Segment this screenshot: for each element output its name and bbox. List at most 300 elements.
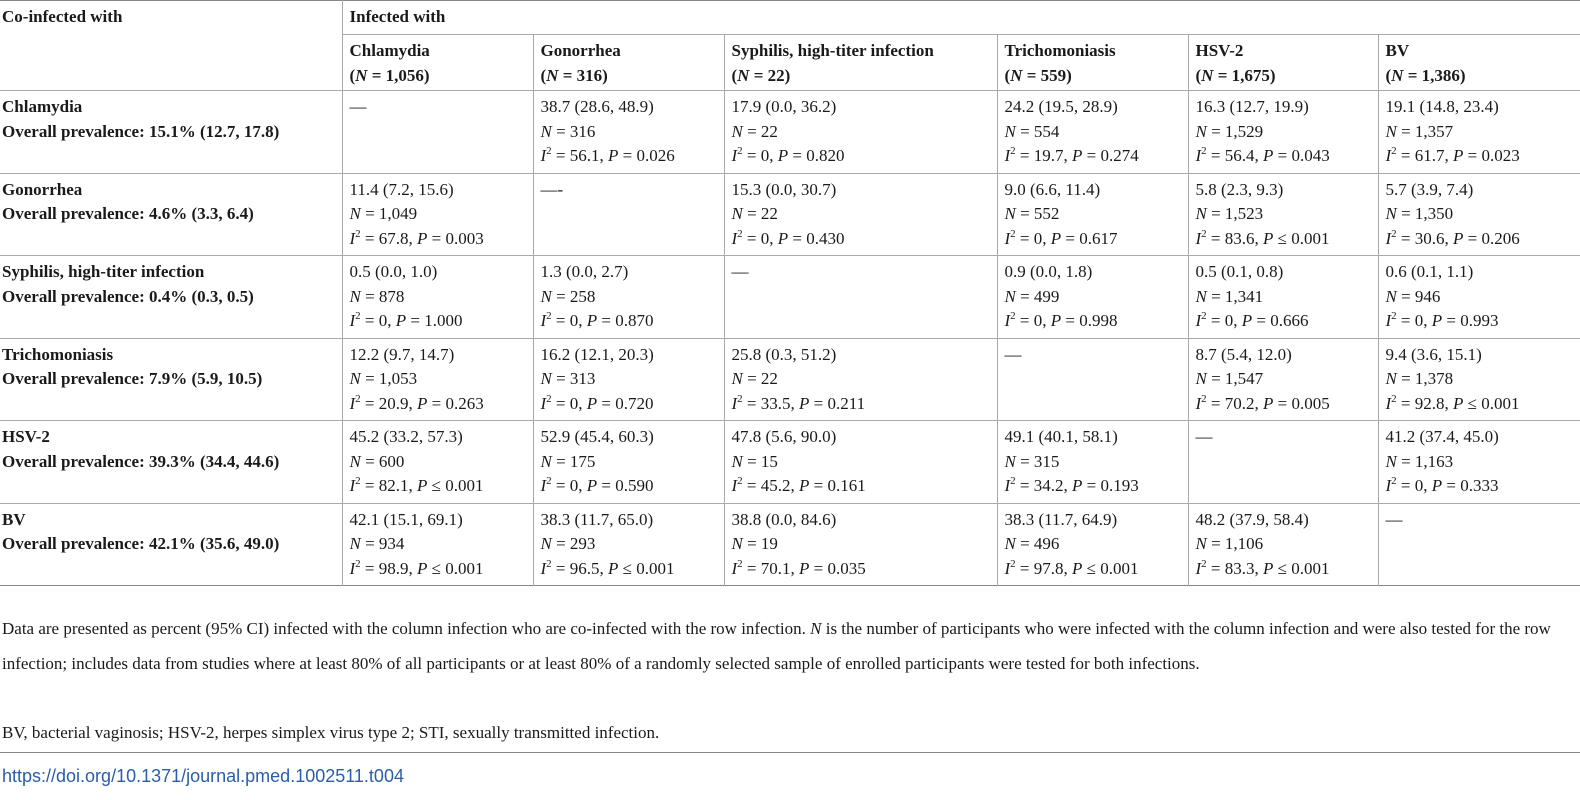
column-header-n: (N = 1,386) bbox=[1385, 65, 1466, 85]
cell-heterogeneity: $I^2 = 92.8$, P ≤ 0.001 bbox=[1385, 392, 1520, 413]
n-symbol: N bbox=[540, 369, 552, 389]
cell-n: N = 313 bbox=[540, 369, 596, 389]
cell-estimate: 5.7 (3.9, 7.4) bbox=[1385, 179, 1474, 199]
cell-n: N = 878 bbox=[349, 286, 405, 306]
row-header-prevalence: Overall prevalence: 39.3% (34.4, 44.6) bbox=[2, 451, 280, 471]
cell-estimate: 11.4 (7.2, 15.6) bbox=[349, 179, 454, 199]
cell-estimate: 38.3 (11.7, 64.9) bbox=[1004, 509, 1118, 529]
table-cell bbox=[533, 421, 724, 504]
cell-heterogeneity: $I^2 = 19.7$, P = 0.274 bbox=[1004, 145, 1139, 166]
empty-cell-dash: — bbox=[1195, 427, 1213, 446]
cell-estimate: 1.3 (0.0, 2.7) bbox=[540, 262, 629, 281]
column-header-n: (N = 1,675) bbox=[1195, 65, 1276, 85]
p-symbol: P bbox=[417, 558, 428, 578]
table-cell bbox=[342, 503, 533, 586]
p-symbol: P bbox=[799, 393, 810, 413]
table-cell bbox=[1188, 256, 1378, 339]
n-symbol: N bbox=[737, 65, 750, 85]
n-symbol: N bbox=[1195, 534, 1207, 554]
footnote-1-part-b: is the number of participants who were infected with the column infection and were also tested for the row infection; includes data from studies where at least 80% of all participants or at least 80% of a randomly selected sample of enrolled participants were tested for both infections. bbox=[2, 619, 1551, 673]
cell-estimate: 42.1 (15.1, 69.1) bbox=[349, 509, 463, 529]
superscript-2: 2 bbox=[1391, 310, 1397, 323]
superscript-2: 2 bbox=[1010, 557, 1016, 570]
table-cell bbox=[1188, 173, 1378, 256]
i-symbol: I bbox=[1195, 228, 1202, 248]
cell-heterogeneity: $I^2 = 61.7$, P = 0.023 bbox=[1385, 145, 1520, 166]
row-header-name: Trichomoniasis bbox=[2, 344, 114, 364]
p-symbol: P bbox=[586, 393, 598, 413]
doi-link[interactable]: https://doi.org/10.1371/journal.pmed.1002511.t004 bbox=[2, 766, 404, 786]
p-symbol: P bbox=[777, 228, 789, 248]
superscript-2: 2 bbox=[355, 227, 361, 240]
row-header bbox=[0, 256, 342, 339]
p-symbol: P bbox=[1072, 558, 1083, 578]
n-symbol: N bbox=[1004, 121, 1016, 141]
empty-cell-dash: — bbox=[1004, 344, 1022, 364]
group-header: Infected with bbox=[342, 1, 1580, 35]
table-cell bbox=[1378, 91, 1580, 174]
table-row bbox=[0, 173, 1580, 256]
cell-estimate: 19.1 (14.8, 23.4) bbox=[1385, 97, 1499, 116]
p-symbol: P bbox=[417, 228, 428, 248]
n-symbol: N bbox=[349, 286, 361, 306]
row-header-prevalence: Overall prevalence: 0.4% (0.3, 0.5) bbox=[2, 286, 254, 306]
table-cell bbox=[1188, 91, 1378, 174]
n-symbol: N bbox=[731, 534, 743, 554]
i-symbol: I bbox=[349, 311, 356, 331]
p-symbol: P bbox=[608, 146, 619, 166]
i-symbol: I bbox=[349, 558, 356, 578]
cell-estimate: 38.8 (0.0, 84.6) bbox=[731, 509, 837, 529]
p-symbol: P bbox=[1050, 228, 1062, 248]
n-symbol: N bbox=[540, 286, 552, 306]
table-cell bbox=[1378, 503, 1580, 586]
p-symbol: P bbox=[1263, 393, 1274, 413]
table-cell bbox=[724, 256, 997, 339]
footnote-data-description bbox=[2, 612, 1562, 681]
column-header bbox=[997, 35, 1188, 91]
i-symbol: I bbox=[731, 146, 738, 166]
row-header-prevalence: Overall prevalence: 7.9% (5.9, 10.5) bbox=[2, 369, 263, 389]
i-symbol: I bbox=[1004, 476, 1011, 496]
i-symbol: I bbox=[349, 476, 356, 496]
table-cell bbox=[342, 421, 533, 504]
n-symbol: N bbox=[1004, 204, 1016, 224]
i-symbol: I bbox=[1385, 311, 1392, 331]
cell-estimate: 47.8 (5.6, 90.0) bbox=[731, 427, 837, 446]
footnote-1-n-symbol: N bbox=[810, 619, 822, 638]
i-symbol: I bbox=[349, 393, 356, 413]
row-header-name: Chlamydia bbox=[2, 97, 83, 116]
i-symbol: I bbox=[1004, 558, 1011, 578]
i-symbol: I bbox=[1195, 311, 1202, 331]
row-header-name: BV bbox=[2, 509, 26, 529]
cell-n: N = 1,378 bbox=[1385, 369, 1454, 389]
n-symbol: N bbox=[1010, 65, 1023, 85]
column-header bbox=[1378, 35, 1580, 91]
cell-estimate: 0.5 (0.0, 1.0) bbox=[349, 262, 438, 281]
cell-estimate: 48.2 (37.9, 58.4) bbox=[1195, 509, 1309, 529]
superscript-2: 2 bbox=[546, 557, 552, 570]
p-symbol: P bbox=[1263, 146, 1274, 166]
i-symbol: I bbox=[1004, 311, 1011, 331]
n-symbol: N bbox=[349, 534, 361, 554]
cell-n: N = 600 bbox=[349, 451, 405, 471]
cell-estimate: 8.7 (5.4, 12.0) bbox=[1195, 344, 1292, 364]
superscript-2: 2 bbox=[1201, 145, 1207, 158]
n-symbol: N bbox=[1004, 286, 1016, 306]
n-symbol: N bbox=[1201, 65, 1214, 85]
cell-estimate: 9.0 (6.6, 11.4) bbox=[1004, 179, 1101, 199]
table-cell bbox=[1188, 338, 1378, 421]
superscript-2: 2 bbox=[546, 145, 552, 158]
footnote-1-part-a: Data are presented as percent (95% CI) infected with the column infection who are co-infected with the row infection. bbox=[2, 619, 811, 638]
row-header bbox=[0, 173, 342, 256]
table-cell bbox=[1188, 421, 1378, 504]
cell-n: N = 946 bbox=[1385, 286, 1441, 306]
cell-n: N = 1,053 bbox=[349, 369, 418, 389]
superscript-2: 2 bbox=[1391, 145, 1397, 158]
i-symbol: I bbox=[1195, 558, 1202, 578]
n-symbol: N bbox=[355, 65, 368, 85]
cell-heterogeneity: $I^2 = 0$, P = 0.720 bbox=[540, 392, 654, 413]
cell-n: N = 1,529 bbox=[1195, 121, 1264, 141]
p-symbol: P bbox=[1072, 476, 1083, 496]
cell-heterogeneity: $I^2 = 82.1$, P ≤ 0.001 bbox=[349, 475, 484, 496]
table-cell bbox=[533, 503, 724, 586]
table-cell bbox=[1378, 338, 1580, 421]
i-symbol: I bbox=[1385, 476, 1392, 496]
table-cell bbox=[533, 338, 724, 421]
cell-heterogeneity: $I^2 = 70.2$, P = 0.005 bbox=[1195, 392, 1330, 413]
row-header bbox=[0, 338, 342, 421]
superscript-2: 2 bbox=[1201, 392, 1207, 405]
p-symbol: P bbox=[586, 476, 598, 496]
table-cell bbox=[724, 173, 997, 256]
n-symbol: N bbox=[349, 369, 361, 389]
cell-n: N = 19 bbox=[731, 534, 778, 554]
cell-heterogeneity: $I^2 = 0$, P = 0.998 bbox=[1004, 310, 1118, 331]
p-symbol: P bbox=[1453, 228, 1464, 248]
superscript-2: 2 bbox=[355, 392, 361, 405]
table-cell bbox=[997, 338, 1188, 421]
superscript-2: 2 bbox=[355, 310, 361, 323]
cell-heterogeneity: $I^2 = 0$, P = 0.430 bbox=[731, 227, 845, 248]
cell-heterogeneity: $I^2 = 20.9$, P = 0.263 bbox=[349, 392, 484, 413]
n-symbol: N bbox=[1385, 369, 1397, 389]
cell-n: N = 552 bbox=[1004, 204, 1060, 224]
cell-n: N = 22 bbox=[731, 121, 778, 141]
cell-n: N = 554 bbox=[1004, 121, 1060, 141]
cell-n: N = 1,163 bbox=[1385, 451, 1454, 471]
i-symbol: I bbox=[1195, 393, 1202, 413]
cell-n: N = 1,523 bbox=[1195, 204, 1264, 224]
row-header-name: HSV-2 bbox=[2, 427, 50, 446]
empty-cell-dash: — bbox=[731, 262, 749, 281]
table-cell bbox=[724, 91, 997, 174]
i-symbol: I bbox=[1385, 228, 1392, 248]
i-symbol: I bbox=[540, 558, 547, 578]
cell-n: N = 1,106 bbox=[1195, 534, 1264, 554]
cell-n: N = 934 bbox=[349, 534, 405, 554]
cell-estimate: 15.3 (0.0, 30.7) bbox=[731, 179, 837, 199]
cell-heterogeneity: $I^2 = 83.6$, P ≤ 0.001 bbox=[1195, 227, 1330, 248]
n-symbol: N bbox=[1195, 121, 1207, 141]
table-cell bbox=[342, 91, 533, 174]
i-symbol: I bbox=[1195, 146, 1202, 166]
cell-n: N = 1,350 bbox=[1385, 204, 1454, 224]
cell-estimate: 41.2 (37.4, 45.0) bbox=[1385, 427, 1499, 446]
superscript-2: 2 bbox=[355, 475, 361, 488]
superscript-2: 2 bbox=[1010, 227, 1016, 240]
p-symbol: P bbox=[799, 476, 810, 496]
table-row bbox=[0, 91, 1580, 174]
table-cell bbox=[724, 421, 997, 504]
p-symbol: P bbox=[799, 558, 810, 578]
table-cell bbox=[1378, 256, 1580, 339]
cell-n: N = 315 bbox=[1004, 451, 1060, 471]
table-cell bbox=[1378, 173, 1580, 256]
p-symbol: P bbox=[1241, 311, 1253, 331]
empty-cell-dash: —- bbox=[540, 179, 564, 199]
superscript-2: 2 bbox=[737, 227, 743, 240]
cell-n: N = 496 bbox=[1004, 534, 1060, 554]
row-header-name: Gonorrhea bbox=[2, 179, 83, 199]
i-symbol: I bbox=[540, 146, 547, 166]
n-symbol: N bbox=[731, 451, 743, 471]
n-symbol: N bbox=[349, 451, 361, 471]
cell-heterogeneity: $I^2 = 33.5$, P = 0.211 bbox=[731, 392, 866, 413]
n-symbol: N bbox=[349, 204, 361, 224]
column-header-n: (N = 22) bbox=[731, 65, 791, 85]
table-row bbox=[0, 256, 1580, 339]
cell-n: N = 293 bbox=[540, 534, 596, 554]
cell-heterogeneity: $I^2 = 0$, P = 0.590 bbox=[540, 475, 654, 496]
cell-estimate: 49.1 (40.1, 58.1) bbox=[1004, 427, 1118, 446]
cell-heterogeneity: $I^2 = 97.8$, P ≤ 0.001 bbox=[1004, 557, 1139, 578]
i-symbol: I bbox=[540, 476, 547, 496]
n-symbol: N bbox=[1385, 451, 1397, 471]
table-cell bbox=[533, 91, 724, 174]
table-row bbox=[0, 503, 1580, 586]
cell-estimate: 16.3 (12.7, 19.9) bbox=[1195, 97, 1309, 116]
n-symbol: N bbox=[540, 451, 552, 471]
superscript-2: 2 bbox=[737, 557, 743, 570]
i-symbol: I bbox=[731, 228, 738, 248]
p-symbol: P bbox=[1453, 393, 1464, 413]
column-header-name: Chlamydia bbox=[349, 41, 430, 60]
i-symbol: I bbox=[731, 393, 738, 413]
superscript-2: 2 bbox=[355, 557, 361, 570]
cell-estimate: 9.4 (3.6, 15.1) bbox=[1385, 344, 1482, 364]
p-symbol: P bbox=[1453, 146, 1464, 166]
p-symbol: P bbox=[1072, 146, 1083, 166]
superscript-2: 2 bbox=[1010, 475, 1016, 488]
column-header bbox=[342, 35, 533, 91]
cell-estimate: 25.8 (0.3, 51.2) bbox=[731, 344, 837, 364]
cell-heterogeneity: $I^2 = 0$, P = 1.000 bbox=[349, 310, 463, 331]
cell-estimate: 45.2 (33.2, 57.3) bbox=[349, 427, 463, 446]
table-cell bbox=[997, 256, 1188, 339]
p-symbol: P bbox=[586, 311, 598, 331]
p-symbol: P bbox=[395, 311, 407, 331]
cell-estimate: 12.2 (9.7, 14.7) bbox=[349, 344, 455, 364]
superscript-2: 2 bbox=[1391, 392, 1397, 405]
empty-cell-dash: — bbox=[349, 97, 367, 116]
n-symbol: N bbox=[540, 121, 552, 141]
table-cell bbox=[997, 91, 1188, 174]
column-header bbox=[533, 35, 724, 91]
row-header-name: Syphilis, high-titer infection bbox=[2, 262, 205, 281]
superscript-2: 2 bbox=[1391, 475, 1397, 488]
superscript-2: 2 bbox=[737, 392, 743, 405]
p-symbol: P bbox=[608, 558, 619, 578]
n-symbol: N bbox=[1391, 65, 1404, 85]
cell-n: N = 499 bbox=[1004, 286, 1060, 306]
footer-divider bbox=[0, 752, 1580, 753]
table-cell bbox=[342, 338, 533, 421]
table-cell bbox=[342, 256, 533, 339]
column-header-n: (N = 1,056) bbox=[349, 65, 430, 85]
row-header-prevalence: Overall prevalence: 4.6% (3.3, 6.4) bbox=[2, 204, 254, 224]
cell-n: N = 1,341 bbox=[1195, 286, 1264, 306]
p-symbol: P bbox=[417, 393, 428, 413]
table-cell bbox=[724, 503, 997, 586]
row-header bbox=[0, 503, 342, 586]
n-symbol: N bbox=[1385, 204, 1397, 224]
cell-estimate: 52.9 (45.4, 60.3) bbox=[540, 427, 654, 446]
superscript-2: 2 bbox=[546, 475, 552, 488]
i-symbol: I bbox=[1004, 228, 1011, 248]
cell-estimate: 24.2 (19.5, 28.9) bbox=[1004, 97, 1118, 116]
superscript-2: 2 bbox=[1201, 310, 1207, 323]
i-symbol: I bbox=[731, 558, 738, 578]
table-cell bbox=[724, 338, 997, 421]
cell-n: N = 22 bbox=[731, 204, 778, 224]
i-symbol: I bbox=[540, 393, 547, 413]
n-symbol: N bbox=[1385, 286, 1397, 306]
n-symbol: N bbox=[1195, 204, 1207, 224]
cell-n: N = 175 bbox=[540, 451, 596, 471]
cell-heterogeneity: $I^2 = 30.6$, P = 0.206 bbox=[1385, 227, 1520, 248]
p-symbol: P bbox=[1263, 228, 1274, 248]
n-symbol: N bbox=[731, 204, 743, 224]
p-symbol: P bbox=[1431, 311, 1443, 331]
cell-n: N = 22 bbox=[731, 369, 778, 389]
column-header-name: Trichomoniasis bbox=[1004, 41, 1116, 60]
n-symbol: N bbox=[1004, 451, 1016, 471]
cell-heterogeneity: $I^2 = 0$, P = 0.333 bbox=[1385, 475, 1499, 496]
column-header bbox=[1188, 35, 1378, 91]
cell-n: N = 316 bbox=[540, 121, 596, 141]
cell-estimate: 0.6 (0.1, 1.1) bbox=[1385, 262, 1474, 281]
table-cell bbox=[533, 173, 724, 256]
superscript-2: 2 bbox=[1010, 145, 1016, 158]
n-symbol: N bbox=[1385, 121, 1397, 141]
cell-estimate: 38.7 (28.6, 48.9) bbox=[540, 97, 654, 116]
table-cell bbox=[1188, 503, 1378, 586]
n-symbol: N bbox=[546, 65, 559, 85]
n-symbol: N bbox=[731, 121, 743, 141]
superscript-2: 2 bbox=[1391, 227, 1397, 240]
p-symbol: P bbox=[1431, 476, 1443, 496]
corner-header: Co-infected with bbox=[2, 7, 123, 26]
cell-heterogeneity: $I^2 = 45.2$, P = 0.161 bbox=[731, 475, 866, 496]
cell-n: N = 1,547 bbox=[1195, 369, 1264, 389]
cell-heterogeneity: $I^2 = 67.8$, P = 0.003 bbox=[349, 227, 484, 248]
superscript-2: 2 bbox=[546, 392, 552, 405]
i-symbol: I bbox=[1385, 393, 1392, 413]
i-symbol: I bbox=[1004, 146, 1011, 166]
cell-estimate: 16.2 (12.1, 20.3) bbox=[540, 344, 654, 364]
i-symbol: I bbox=[731, 476, 738, 496]
column-header-name: HSV-2 bbox=[1195, 41, 1244, 60]
cell-n: N = 1,049 bbox=[349, 204, 418, 224]
n-symbol: N bbox=[1004, 534, 1016, 554]
p-symbol: P bbox=[417, 476, 428, 496]
table-cell bbox=[997, 503, 1188, 586]
column-header-n: (N = 316) bbox=[540, 65, 608, 85]
superscript-2: 2 bbox=[1201, 557, 1207, 570]
table-cell bbox=[997, 173, 1188, 256]
table-cell bbox=[342, 173, 533, 256]
superscript-2: 2 bbox=[1010, 310, 1016, 323]
cell-heterogeneity: $I^2 = 0$, P = 0.666 bbox=[1195, 310, 1309, 331]
cell-estimate: 0.9 (0.0, 1.8) bbox=[1004, 262, 1093, 281]
cell-heterogeneity: $I^2 = 56.4$, P = 0.043 bbox=[1195, 145, 1330, 166]
cell-heterogeneity: $I^2 = 0$, P = 0.820 bbox=[731, 145, 845, 166]
n-symbol: N bbox=[1195, 286, 1207, 306]
cell-heterogeneity: $I^2 = 96.5$, P ≤ 0.001 bbox=[540, 557, 675, 578]
table-row bbox=[0, 338, 1580, 421]
p-symbol: P bbox=[777, 146, 789, 166]
table-cell bbox=[1378, 421, 1580, 504]
cell-estimate: 0.5 (0.1, 0.8) bbox=[1195, 262, 1284, 281]
column-header-n: (N = 559) bbox=[1004, 65, 1072, 85]
cell-heterogeneity: $I^2 = 0$, P = 0.993 bbox=[1385, 310, 1499, 331]
cell-n: N = 1,357 bbox=[1385, 121, 1454, 141]
table-row bbox=[0, 421, 1580, 504]
column-header-name: Gonorrhea bbox=[540, 41, 621, 60]
cell-estimate: 17.9 (0.0, 36.2) bbox=[731, 97, 837, 116]
cell-n: N = 15 bbox=[731, 451, 778, 471]
row-header bbox=[0, 421, 342, 504]
cell-n: N = 258 bbox=[540, 286, 596, 306]
i-symbol: I bbox=[1385, 146, 1392, 166]
cell-heterogeneity: $I^2 = 0$, P = 0.870 bbox=[540, 310, 654, 331]
p-symbol: P bbox=[1263, 558, 1274, 578]
column-header bbox=[724, 35, 997, 91]
column-header-name: Syphilis, high-titer infection bbox=[731, 41, 934, 60]
superscript-2: 2 bbox=[737, 475, 743, 488]
superscript-2: 2 bbox=[546, 310, 552, 323]
table-cell bbox=[997, 421, 1188, 504]
n-symbol: N bbox=[1195, 369, 1207, 389]
cell-heterogeneity: $I^2 = 70.1$, P = 0.035 bbox=[731, 557, 866, 578]
cell-heterogeneity: $I^2 = 83.3$, P ≤ 0.001 bbox=[1195, 557, 1330, 578]
p-symbol: P bbox=[1050, 311, 1062, 331]
footnote-abbreviations: BV, bacterial vaginosis; HSV-2, herpes simplex virus type 2; STI, sexually transmitted infection. bbox=[2, 723, 660, 742]
table-cell bbox=[533, 256, 724, 339]
cell-heterogeneity: $I^2 = 98.9$, P ≤ 0.001 bbox=[349, 557, 484, 578]
cell-heterogeneity: $I^2 = 56.1$, P = 0.026 bbox=[540, 145, 675, 166]
cell-heterogeneity: $I^2 = 34.2$, P = 0.193 bbox=[1004, 475, 1139, 496]
cell-estimate: 5.8 (2.3, 9.3) bbox=[1195, 179, 1284, 199]
i-symbol: I bbox=[540, 311, 547, 331]
superscript-2: 2 bbox=[737, 145, 743, 158]
cell-heterogeneity: $I^2 = 0$, P = 0.617 bbox=[1004, 227, 1118, 248]
superscript-2: 2 bbox=[1201, 227, 1207, 240]
